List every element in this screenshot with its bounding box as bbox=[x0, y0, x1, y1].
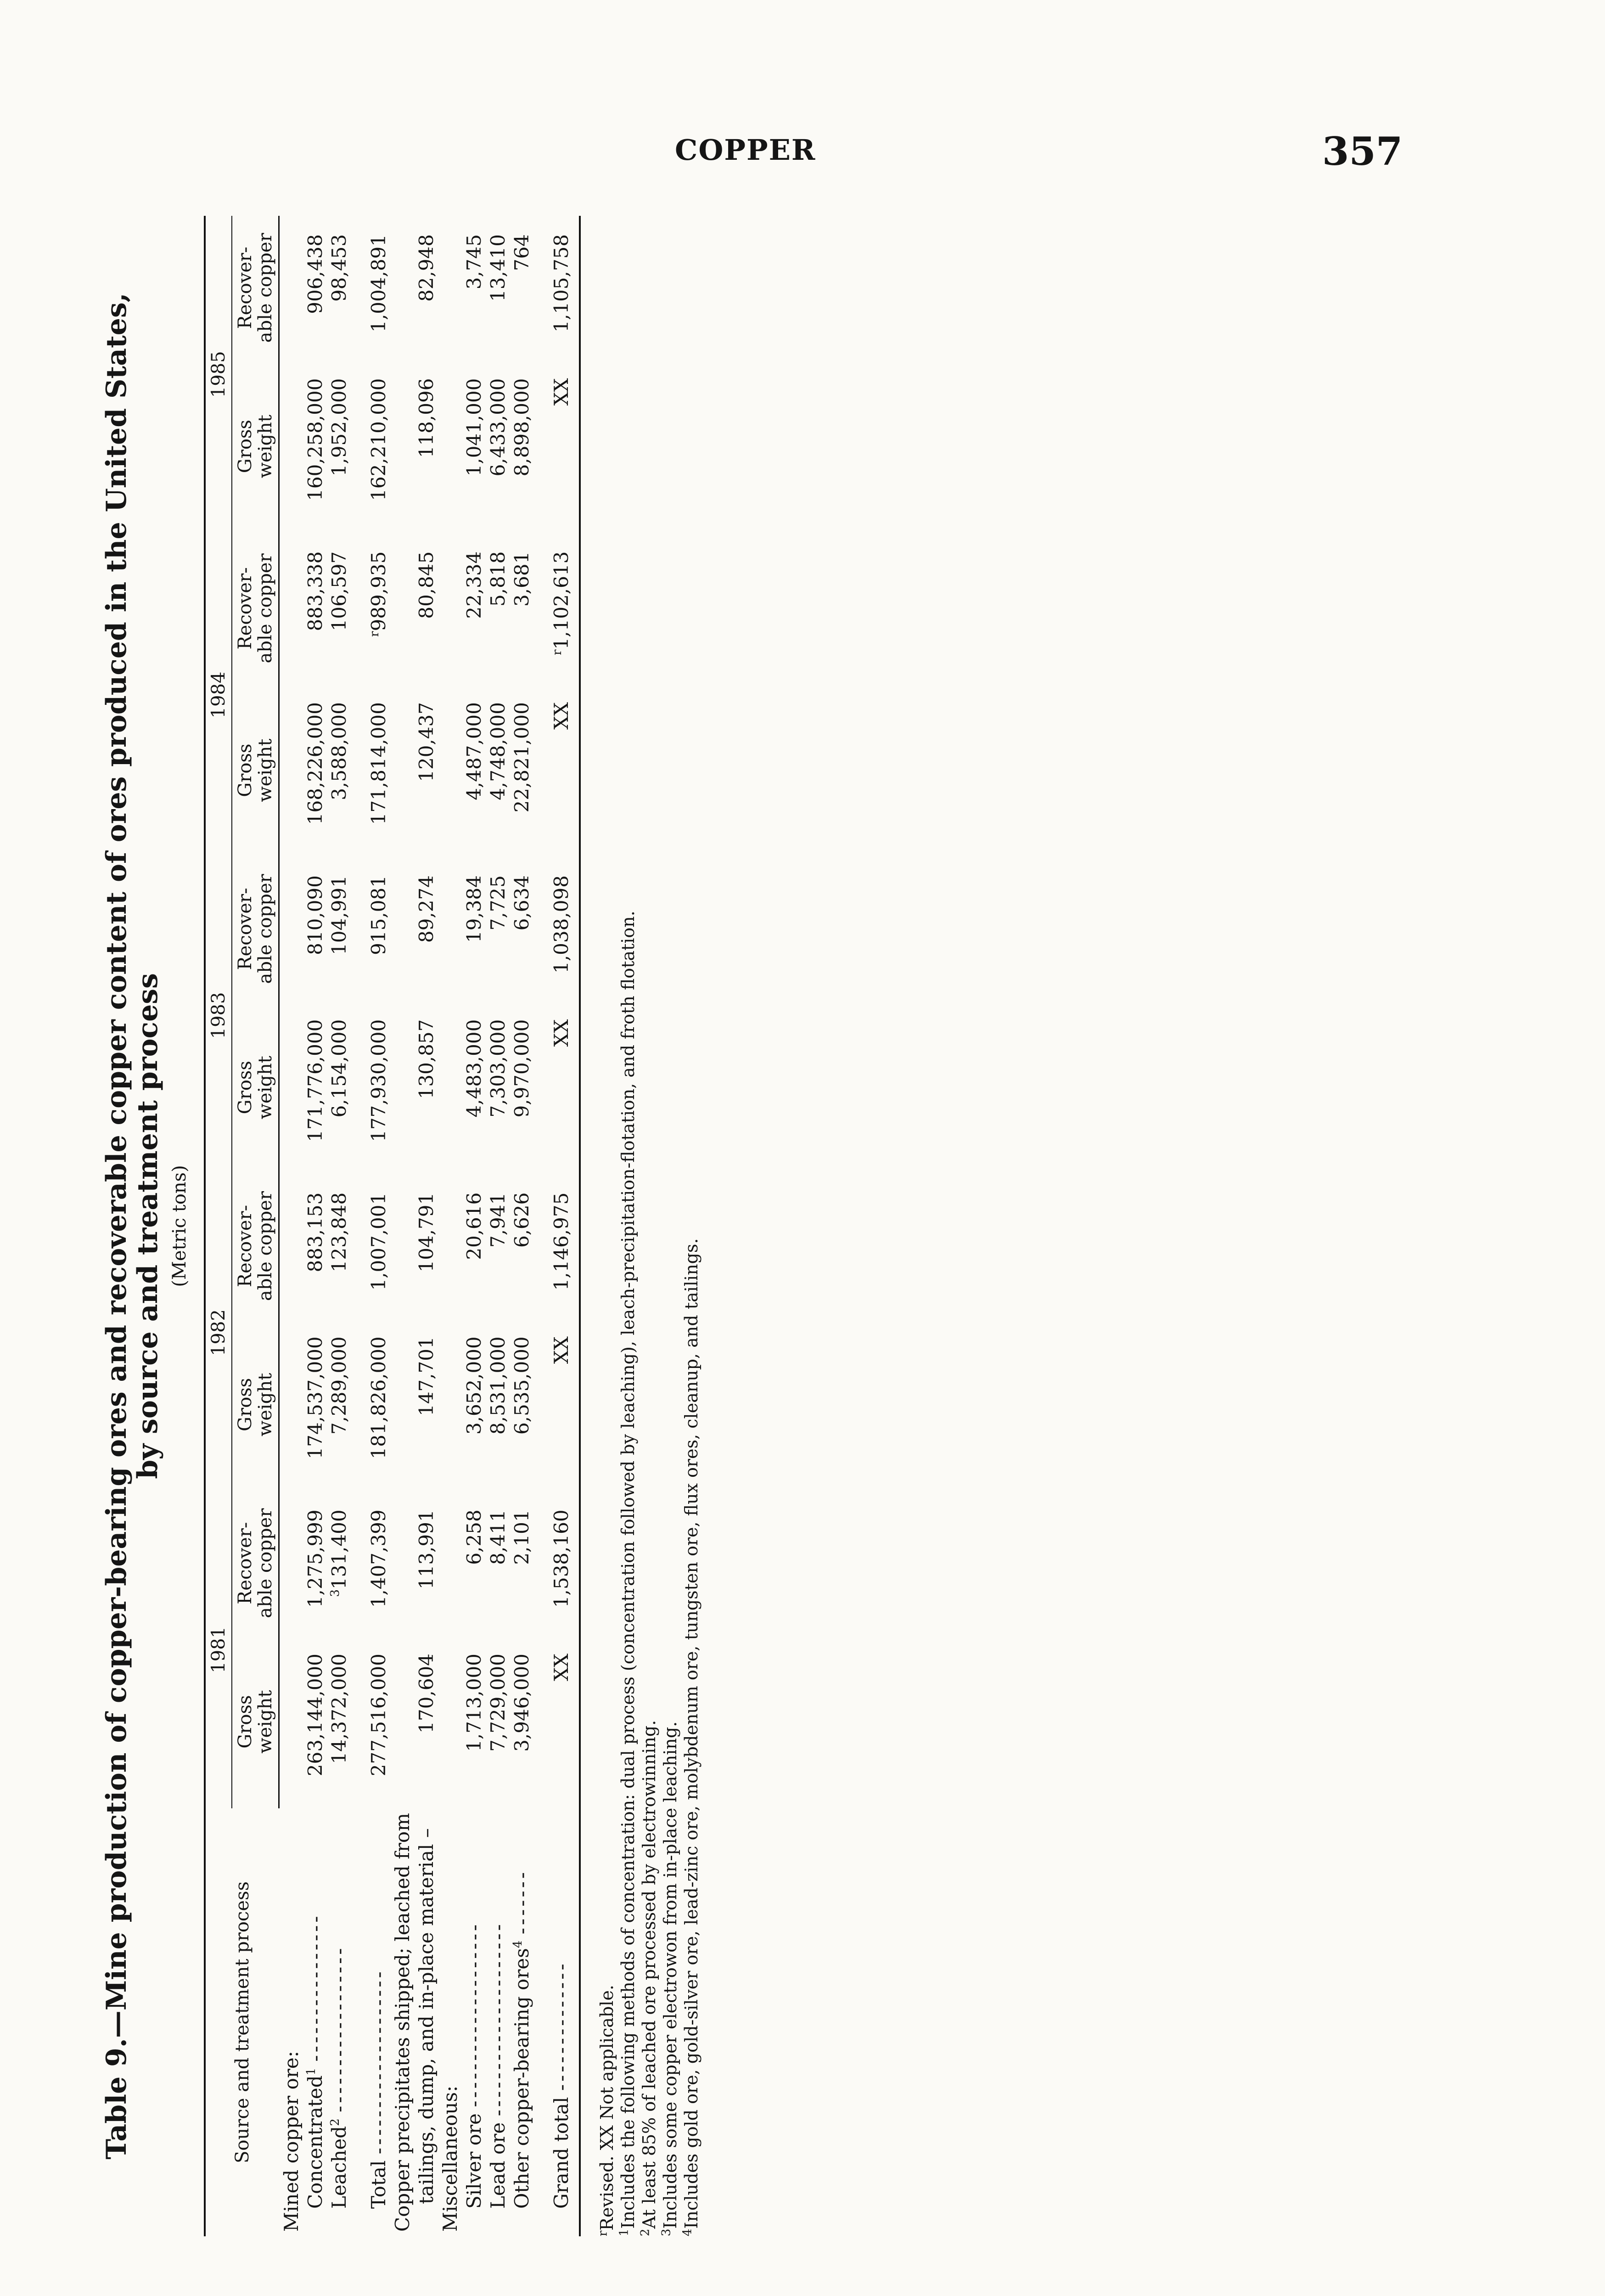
footnote-2: $^2$At least 85% of leached ore processed by electrowinning. bbox=[638, 1720, 659, 2236]
section-header-mined: Mined copper ore: bbox=[280, 2051, 303, 2232]
year-header-1984: 1984 bbox=[205, 533, 232, 857]
table-unit: (Metric tons) bbox=[169, 1165, 190, 1287]
table-row-silver: Silver ore -------------------- 1,713,000 6,258 3,652,000 20,616 4,483,000 19,384 4,487,000 22,334 1,041,000 3,745 bbox=[463, 234, 485, 2209]
footnote-3: $^3$Includes some copper electrowon from in-place leaching. bbox=[659, 1721, 680, 2236]
page-number: 357 bbox=[1322, 129, 1403, 174]
gross-weight-header: Gross weight bbox=[232, 360, 279, 533]
footnote-4: $^4$Includes gold ore, gold-silver ore, lead-zinc ore, molybdenum ore, tungsten ore, flux ores, cleanup, and tailings. bbox=[680, 1238, 701, 2236]
production-table bbox=[204, 216, 581, 2236]
year-header-1981: 1981 bbox=[205, 1491, 232, 1808]
footnote-revised: $^r$Revised. XX Not applicable. bbox=[596, 1985, 617, 2236]
table-row-total: Total -------------------- 277,516,000 1,407,399 181,826,000 1,007,001 177,930,000 915,081 171,814,000 $^r$989,935 162,210,000 1,004,891 bbox=[367, 234, 390, 2209]
table-row-other: Other copper-bearing ores$^4$ ------- 3,946,000 2,101 6,535,000 6,626 9,970,000 6,634 22,821,000 3,681 8,898,000 764 bbox=[511, 234, 533, 2209]
header-row-years bbox=[205, 216, 232, 2236]
table-row-leached: Leached$^2$ ------------------ 14,372,000 $^3$131,400 7,289,000 123,848 6,154,000 104,991 3,588,000 106,597 1,952,000 98,453 bbox=[328, 234, 350, 2209]
table-row-precipitates: Copper precipitates shipped; leached from tailings, dump, and in-place material – 170,604 113,991 147,701 104,791 130,857 89,274 120,437 80,845 118,096 82,948 bbox=[391, 234, 438, 2232]
table-title-line-1: Table 9.—Mine production of copper-bearing ores and recoverable copper content of ores produced in the United States, bbox=[101, 293, 133, 2160]
table-title bbox=[101, 216, 163, 2236]
gross-weight-header: Gross weight bbox=[232, 1318, 279, 1491]
recoverable-copper-header: Recover- able copper bbox=[232, 216, 279, 360]
recoverable-copper-header: Recover- able copper bbox=[232, 1174, 279, 1318]
gross-weight-header: Gross weight bbox=[232, 1001, 279, 1174]
year-header-1985: 1985 bbox=[205, 216, 232, 533]
rotated-table-block bbox=[83, 216, 780, 2236]
table-row-grand-total: Grand total -------------- XX 1,538,160 XX 1,146,975 XX 1,038,098 XX $^r$1,102,613 XX 1,105,758 bbox=[534, 216, 580, 2236]
footnote-1: $^1$Includes the following methods of concentration: dual process (concentration followed by leaching), leach-precipitation-flotation, and froth flotation. bbox=[617, 911, 638, 2236]
source-header: Source and treatment process bbox=[205, 1808, 279, 2236]
gross-weight-header: Gross weight bbox=[232, 684, 279, 857]
year-header-1982: 1982 bbox=[205, 1174, 232, 1491]
recoverable-copper-header: Recover- able copper bbox=[232, 533, 279, 684]
recoverable-copper-header: Recover- able copper bbox=[232, 1491, 279, 1635]
running-head: COPPER bbox=[675, 133, 816, 167]
year-header-1983: 1983 bbox=[205, 857, 232, 1174]
section-header-misc: Miscellaneous: bbox=[439, 2085, 461, 2232]
gross-weight-header: Gross weight bbox=[232, 1635, 279, 1808]
footnotes bbox=[596, 216, 702, 2236]
table-row-lead: Lead ore --------------------- 7,729,000 8,411 8,531,000 7,941 7,303,000 7,725 4,748,000 5,818 6,433,000 13,410 bbox=[487, 234, 509, 2209]
table-row-concentrated: Concentrated$^1$ ---------------- 263,144,000 1,275,999 174,537,000 883,153 171,776,000 810,090 168,226,000 883,338 160,258,000 906,438 bbox=[304, 234, 326, 2209]
table-title-line-2: by source and treatment process bbox=[132, 973, 164, 1479]
recoverable-copper-header: Recover- able copper bbox=[232, 857, 279, 1001]
